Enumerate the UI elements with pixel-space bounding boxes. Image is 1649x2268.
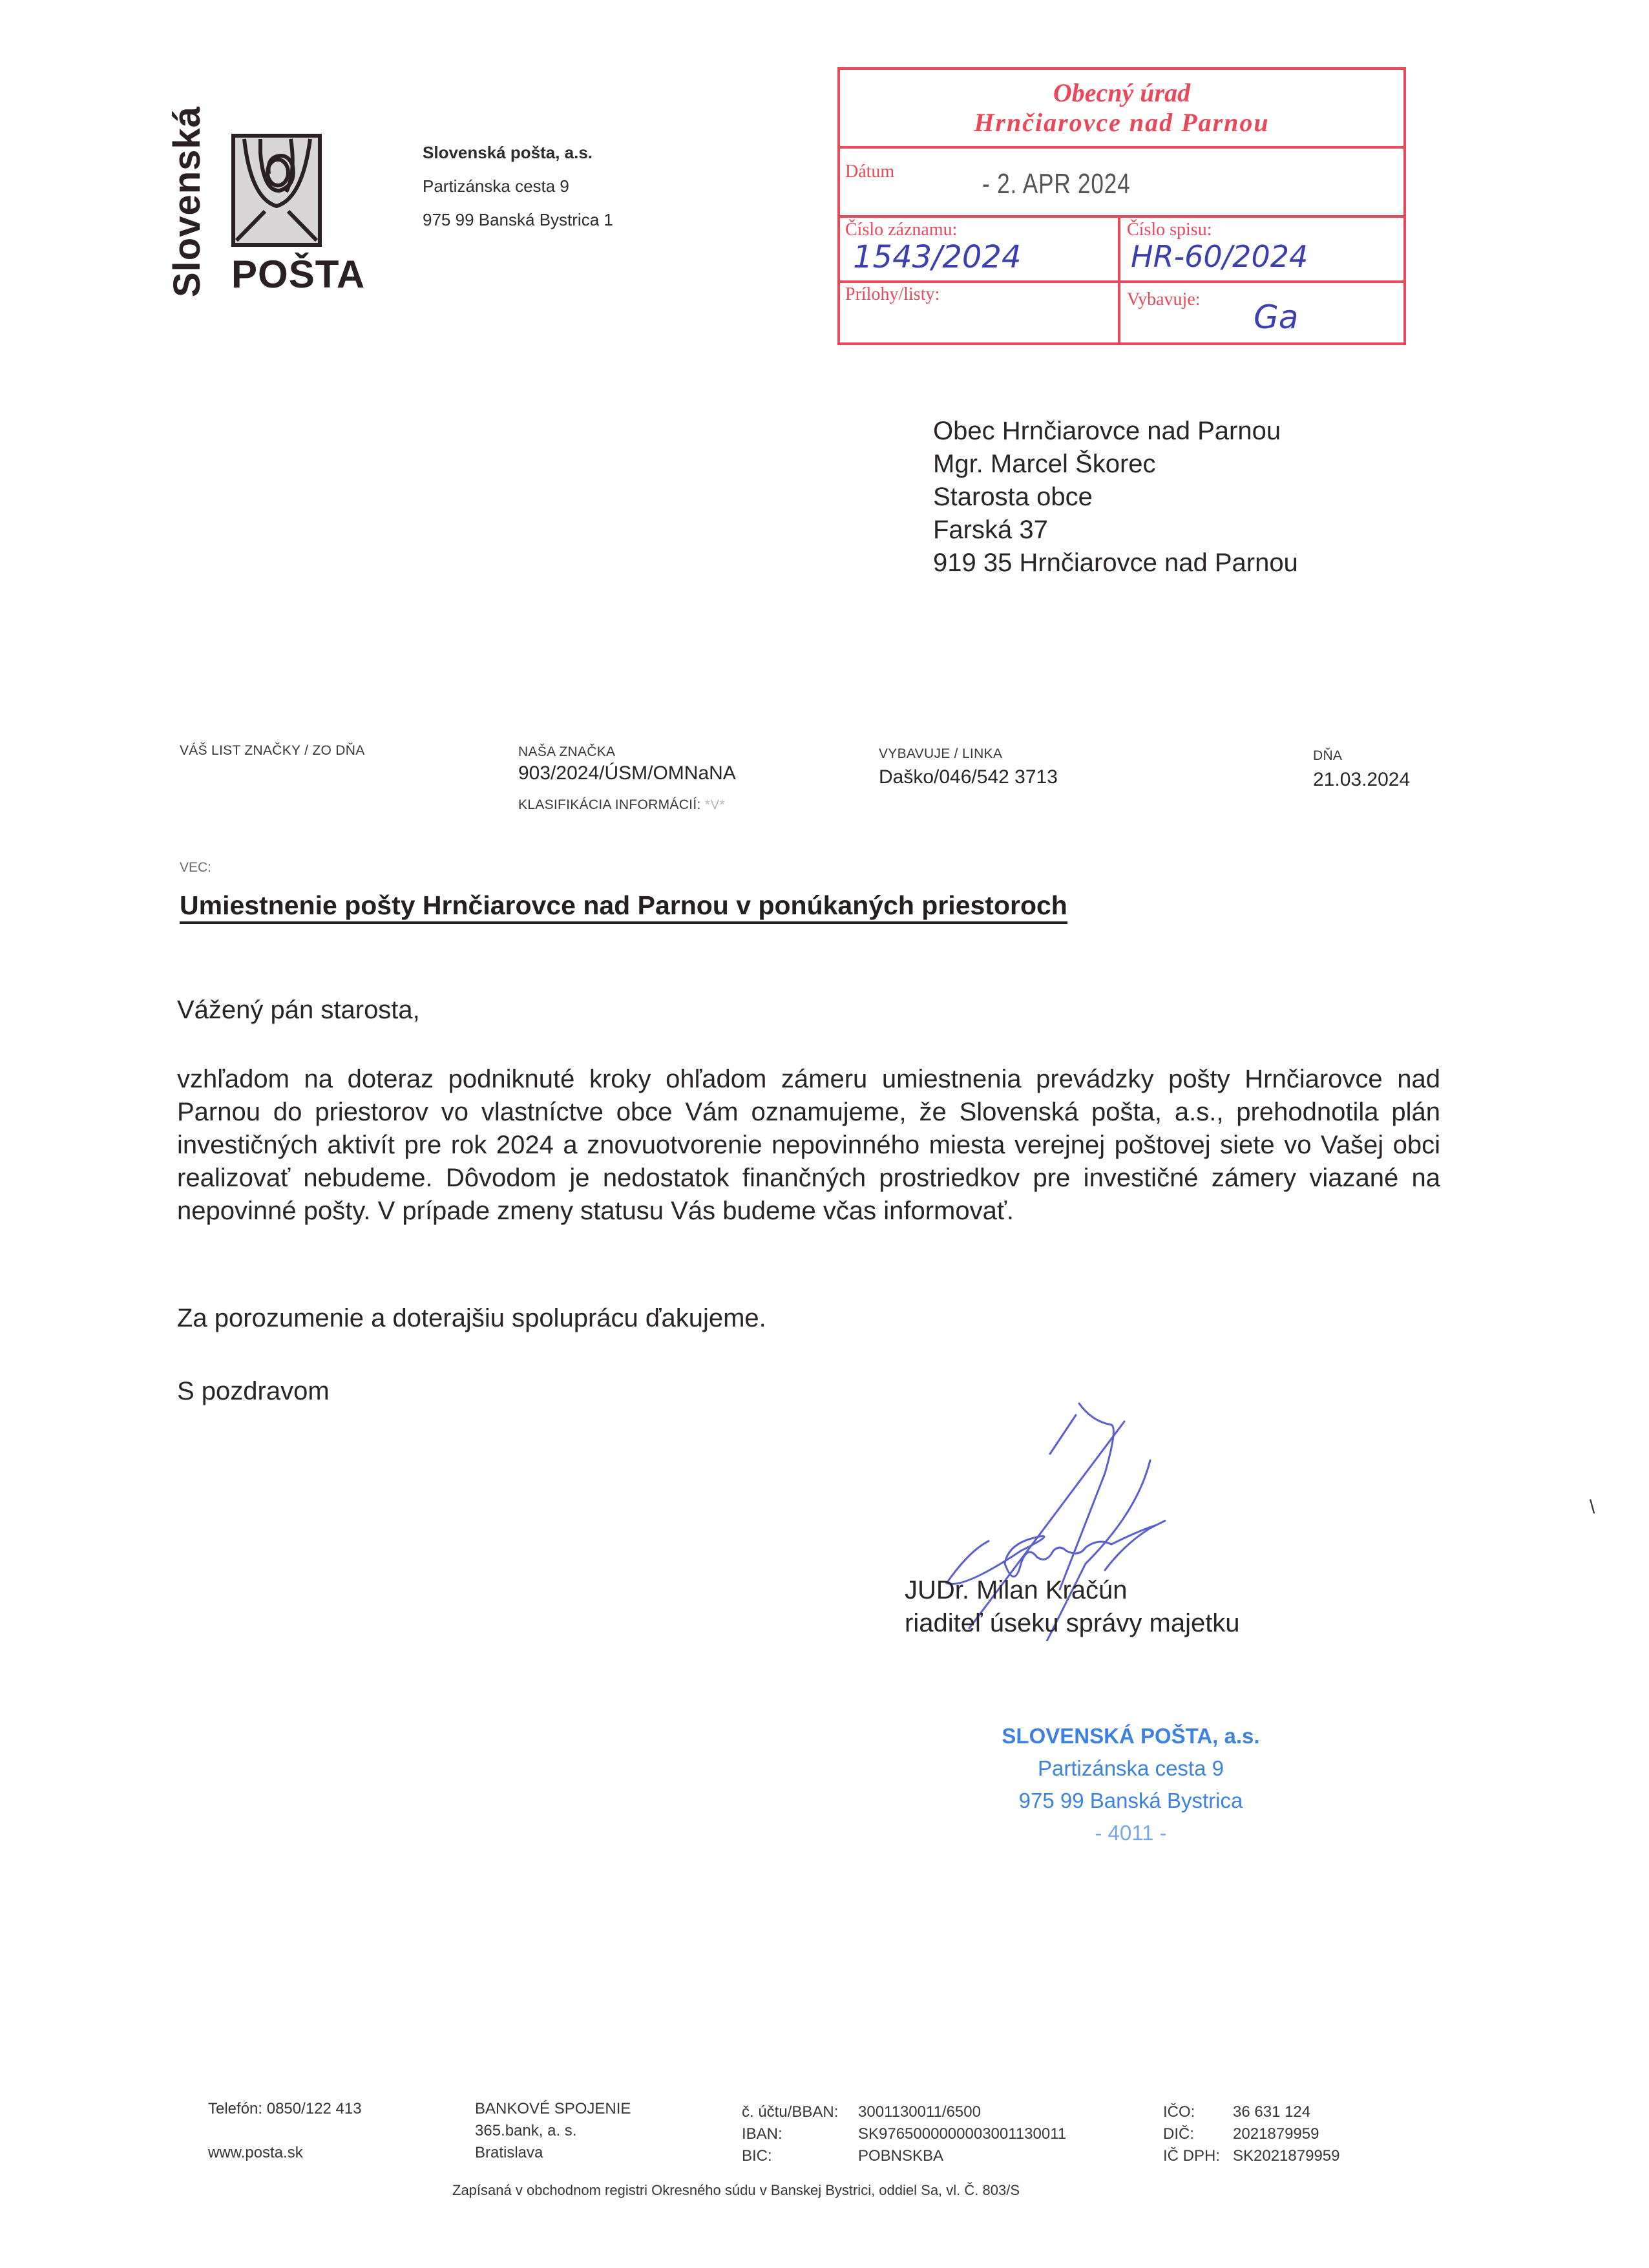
footer-bank-city: Bratislava xyxy=(475,2144,543,2161)
classification-label xyxy=(518,797,725,813)
footer-dic-label: DIČ: xyxy=(1163,2125,1194,2143)
footer-bank-header: BANKOVÉ SPOJENIE xyxy=(475,2100,631,2117)
date-label: DŇA xyxy=(1313,748,1343,763)
footer-account-label: č. účtu/BBAN: xyxy=(742,2103,839,2121)
subject-title: Umiestnenie pošty Hrnčiarovce nad Parnou v ponúkaných priestoroch xyxy=(180,889,1067,924)
stamp-divider xyxy=(840,70,1403,283)
footer-bank-name: 365.bank, a. s. xyxy=(475,2122,577,2139)
handled-by-value: Daško/046/542 3713 xyxy=(879,766,1058,788)
logo-posta-text: POŠTA xyxy=(231,253,366,296)
margin-mark: \ xyxy=(1590,1496,1595,1518)
recipient-line: Mgr. Marcel Škorec xyxy=(933,450,1156,478)
recipient-address xyxy=(933,415,1298,580)
stamp-record-number-value: 1543/2024 xyxy=(853,239,1022,275)
stamp-title-office: Obecný úrad xyxy=(1053,78,1191,107)
company-stamp-city: 975 99 Banská Bystrica xyxy=(1018,1789,1243,1812)
recipient-line: Starosta obce xyxy=(933,483,1093,511)
footer-bic-label: BIC: xyxy=(742,2147,772,2165)
footer-dic-value: 2021879959 xyxy=(1233,2125,1319,2143)
thanks-line: Za porozumenie a doterajšiu spoluprácu ďakujeme. xyxy=(177,1304,766,1332)
handled-by-label: VYBAVUJE / LINKA xyxy=(879,746,1003,761)
stamp-file-number-value: HR-60/2024 xyxy=(1131,239,1308,274)
footer-iban-value: SK9765000000003001130011 xyxy=(858,2125,1067,2143)
logo-vertical-text-container xyxy=(166,106,218,297)
recipient-line: 919 35 Hrnčiarovce nad Parnou xyxy=(933,549,1298,577)
stamp-handled-by-value: Ga xyxy=(1254,299,1299,336)
sender-address xyxy=(423,136,613,236)
your-letter-label: VÁŠ LIST ZNAČKY / ZO DŇA xyxy=(180,743,365,758)
sender-city: 975 99 Banská Bystrica 1 xyxy=(423,210,613,229)
company-stamp-name: SLOVENSKÁ POŠTA, a.s. xyxy=(1002,1724,1260,1748)
footer-account-value: 3001130011/6500 xyxy=(858,2103,981,2121)
salutation: Vážený pán starosta, xyxy=(177,996,420,1024)
signatory-name: JUDr. Milan Kračún xyxy=(905,1576,1128,1604)
footer-iban-label: IBAN: xyxy=(742,2125,782,2143)
signatory-role: riaditeľ úseku správy majetku xyxy=(905,1609,1240,1637)
stamp-date-label: Dátum xyxy=(845,162,895,182)
stamp-file-number-label: Číslo spisu: xyxy=(1127,220,1212,240)
footer-icdph-value: SK2021879959 xyxy=(1233,2147,1340,2165)
footer-web-link[interactable]: www.posta.sk xyxy=(208,2144,303,2161)
footer-register-note: Zapísaná v obchodnom registri Okresného súdu v Banskej Bystrici, oddiel Sa, vl. Č. 803/S xyxy=(452,2182,1020,2198)
stamp-date-value: - 2. APR 2024 xyxy=(982,168,1131,200)
sender-street: Partizánska cesta 9 xyxy=(423,176,569,196)
closing-line: S pozdravom xyxy=(177,1377,330,1405)
sender-company: Slovenská pošta, a.s. xyxy=(423,143,593,162)
footer-bic-value: POBNSKBA xyxy=(858,2147,944,2165)
classification-label-text: KLASIFIKÁCIA INFORMÁCIÍ: xyxy=(518,797,701,812)
stamp-handled-by-label: Vybavuje: xyxy=(1127,289,1201,310)
stamp-record-number-label: Číslo záznamu: xyxy=(845,220,958,240)
stamp-attachments-label: Prílohy/listy: xyxy=(845,284,940,304)
footer-phone: Telefón: 0850/122 413 xyxy=(208,2100,362,2117)
footer-ico-label: IČO: xyxy=(1163,2103,1195,2121)
footer-ico-value: 36 631 124 xyxy=(1233,2103,1311,2121)
date-value: 21.03.2024 xyxy=(1313,769,1411,790)
stamp-title-municipality: Hrnčiarovce nad Parnou xyxy=(974,108,1270,137)
classification-value: *V* xyxy=(704,797,725,812)
our-ref-value: 903/2024/ÚSM/OMNaNA xyxy=(518,762,736,784)
company-stamp-code: - 4011 - xyxy=(1095,1821,1167,1845)
our-ref-label: NAŠA ZNAČKA xyxy=(518,744,616,759)
footer-icdph-label: IČ DPH: xyxy=(1163,2147,1221,2165)
recipient-line: Obec Hrnčiarovce nad Parnou xyxy=(933,417,1281,445)
company-stamp xyxy=(937,1720,1325,1849)
registry-stamp xyxy=(837,67,1406,345)
company-stamp-street: Partizánska cesta 9 xyxy=(1038,1756,1224,1780)
body-paragraph: vzhľadom na doteraz podniknuté kroky ohľadom zámeru umiestnenia prevádzky pošty Hrnčiarovce nad Parnou do priestorov vo vlastníctve obce Vám oznamujeme, že Slovenská pošta, a.s., prehodnotila plán investičných aktivít pre rok 2024 a znovuotvorenie nepovinného miesta verejnej poštovej siete vo Vašej obci realizovať nebudeme. Dôvodom je nedostatok finančných prostriedkov pre investičné zámery viazané na nepovinné pošty. V prípade zmeny statusu Vás budeme včas informovať. xyxy=(177,1065,1440,1225)
posthorn-envelope-icon xyxy=(231,134,322,247)
subject-label: VEC: xyxy=(180,860,212,875)
recipient-line: Farská 37 xyxy=(933,516,1048,544)
logo-vertical-text: Slovenská xyxy=(166,106,208,297)
